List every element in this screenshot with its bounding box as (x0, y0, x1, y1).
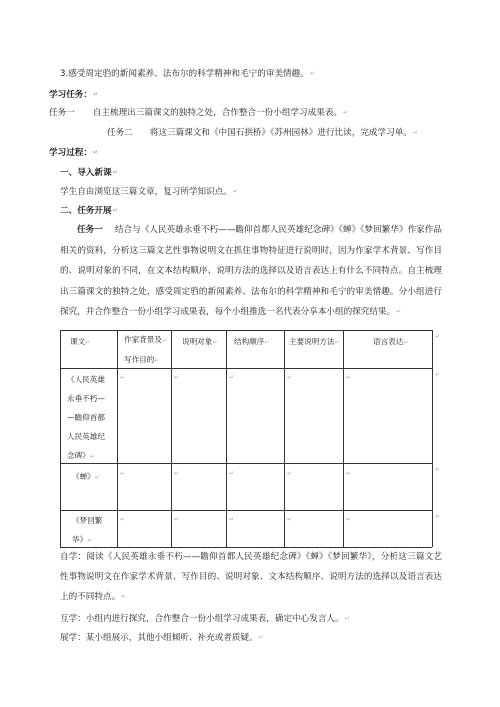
cell-mark: ↵ (229, 374, 235, 381)
cell-mark: ↵ (120, 374, 126, 381)
row-end-mark: ↵ (435, 513, 441, 520)
paragraph-mark: ↵ (92, 149, 99, 156)
row-end-mark: ↵ (435, 333, 441, 340)
row-1-line: 《人民英雄 (67, 375, 105, 384)
paragraph-mark: ↵ (412, 129, 418, 136)
step-1-body (60, 186, 238, 198)
goal-3-text: 3.感受周定驺的新闻素养、法布尔的科学精神和毛宁的审美情趣。 (60, 69, 309, 79)
task-1-run-label: 任务一 (77, 225, 103, 235)
paragraph-mark: ↵ (112, 169, 118, 176)
mutual-study-text: 互学：小组内进行探究，合作整合一份小组学习成果表，确定中心发言人。 (60, 614, 344, 624)
header-cell: 主要说明方法 (289, 337, 335, 346)
task-1-text: 自主梳理出三篇课文的独特之处，合作整合一份小组学习成果表。 (92, 108, 343, 118)
header-cell-line1: 作家背景及 (124, 335, 162, 344)
task-1-paragraph-text: 结合与《人民英雄永垂不朽——瞻仰首都人民英雄纪念碑》《蝉》《梦回繁华》作家作品相关的资料，分析这三篇文艺性事物说明文在抓住事物特征进行说明时，因为作家学术背景、写作目的、说明对象的不同，在文本结构顺序、说明方法的选择以及语言表达上有什么不同特点。自主梳理出三篇课文的独特之处，感受周定驺的新闻素养、法布尔的科学精神和毛宁的审美情趣。分小组进行探究，并合作整合一份小组学习成果表，每个小组推选一名代表分享本小组的探究结果。 (60, 225, 442, 317)
cell-mark: ↵ (174, 516, 180, 523)
task-2-text: 将这三篇课文和《中国石拱桥》《苏州园林》进行比读，完成学习单。 (149, 128, 412, 138)
header-cell: 结构顺序 (234, 337, 265, 346)
task-1-label: 任务一 (49, 108, 75, 118)
table-header-object: 说明对象↵ (182, 337, 218, 346)
tasks-heading (49, 89, 98, 101)
table-header-structure: 结构顺序↵ (234, 337, 270, 346)
paragraph-mark: ↵ (343, 109, 349, 116)
cell-mark: ↵ (346, 516, 352, 523)
cell-mark: ↵ (287, 470, 293, 477)
mutual-study-line (60, 613, 350, 625)
paragraph-mark: ↵ (258, 634, 264, 641)
presentation-text: 展学：某小组展示，其他小组倾听、补充或者质疑。 (60, 633, 258, 643)
step-2-text: 二、任务开展 (60, 206, 112, 216)
row-end-mark: ↵ (435, 371, 441, 378)
step-1-body-text: 学生自由浏览这三篇文章，复习所学知识点。 (60, 187, 232, 197)
table-row-2-title: 《蝉》↵ (72, 472, 100, 481)
cell-mark: ↵ (287, 374, 293, 381)
step-2-heading (60, 205, 118, 217)
table-row-3-title: 《梦回繁 华》↵ (72, 511, 102, 550)
paragraph-mark: ↵ (121, 593, 127, 600)
process-heading (49, 147, 98, 159)
row-3-line: 华》 (72, 535, 88, 544)
row-1-line: —瞻仰首都 (67, 413, 105, 422)
header-cell: 说明对象 (182, 337, 213, 346)
row-1-line: 念碑》 (67, 451, 90, 460)
process-heading-text: 学习过程： (49, 148, 92, 158)
header-cell: 语言表达 (373, 337, 404, 346)
table-header-text: 课文↵ (70, 337, 91, 346)
row-1-line: 永垂不朽— (67, 394, 105, 403)
step-1-text: 一、导入新课 (60, 168, 112, 178)
header-cell-line2: 写作目的 (124, 355, 155, 364)
presentation-line (60, 632, 264, 644)
tasks-heading-text: 学习任务： (49, 90, 92, 100)
paragraph-mark: ↵ (92, 91, 99, 98)
cell-mark: ↵ (174, 374, 180, 381)
self-study-text: 自学：阅读《人民英雄永垂不朽——瞻仰首都人民英雄纪念碑》《蝉》《梦回繁华》，分析这三篇文艺性事物说明文在作家学术背景、写作目的、说明对象、文本结构顺序、说明方法的选择以及语言表达上的不同特点。 (60, 552, 442, 602)
row-1-line: 人民英雄纪 (67, 432, 105, 441)
table-row-1-title: 《人民英雄 永垂不朽— —瞻仰首都 人民英雄纪 念碑》↵ (67, 370, 105, 466)
task-2-line (107, 127, 418, 139)
cell-mark: ↵ (287, 516, 293, 523)
self-study-paragraph (60, 547, 442, 607)
cell-mark: ↵ (346, 374, 352, 381)
row-2-line: 《蝉》 (72, 472, 95, 481)
row-end-mark: ↵ (435, 466, 441, 473)
task-1-paragraph (60, 220, 442, 323)
header-cell: 课文 (70, 337, 86, 346)
paragraph-mark: ↵ (344, 615, 350, 622)
cell-mark: ↵ (120, 470, 126, 477)
paragraph-mark: ↵ (309, 70, 315, 77)
paragraph-mark: ↵ (232, 188, 238, 195)
table-header-method: 主要说明方法↵ (289, 337, 340, 346)
cell-mark: ↵ (120, 516, 126, 523)
step-1-heading (60, 167, 118, 179)
table-header-background: 作家背景及↵ 写作目的↵ (124, 335, 167, 364)
goal-3 (60, 68, 315, 80)
cell-mark: ↵ (346, 470, 352, 477)
task-1-line (49, 107, 348, 119)
learning-outcome-table (60, 330, 441, 547)
task-2-label: 任务二 (107, 128, 133, 138)
row-3-line: 《梦回繁 (72, 516, 103, 525)
paragraph-mark: ↵ (396, 308, 402, 315)
paragraph-mark: ↵ (112, 207, 118, 214)
cell-mark: ↵ (229, 470, 235, 477)
cell-mark: ↵ (229, 516, 235, 523)
table-header-language: 语言表达↵ (373, 337, 409, 346)
cell-mark: ↵ (174, 470, 180, 477)
